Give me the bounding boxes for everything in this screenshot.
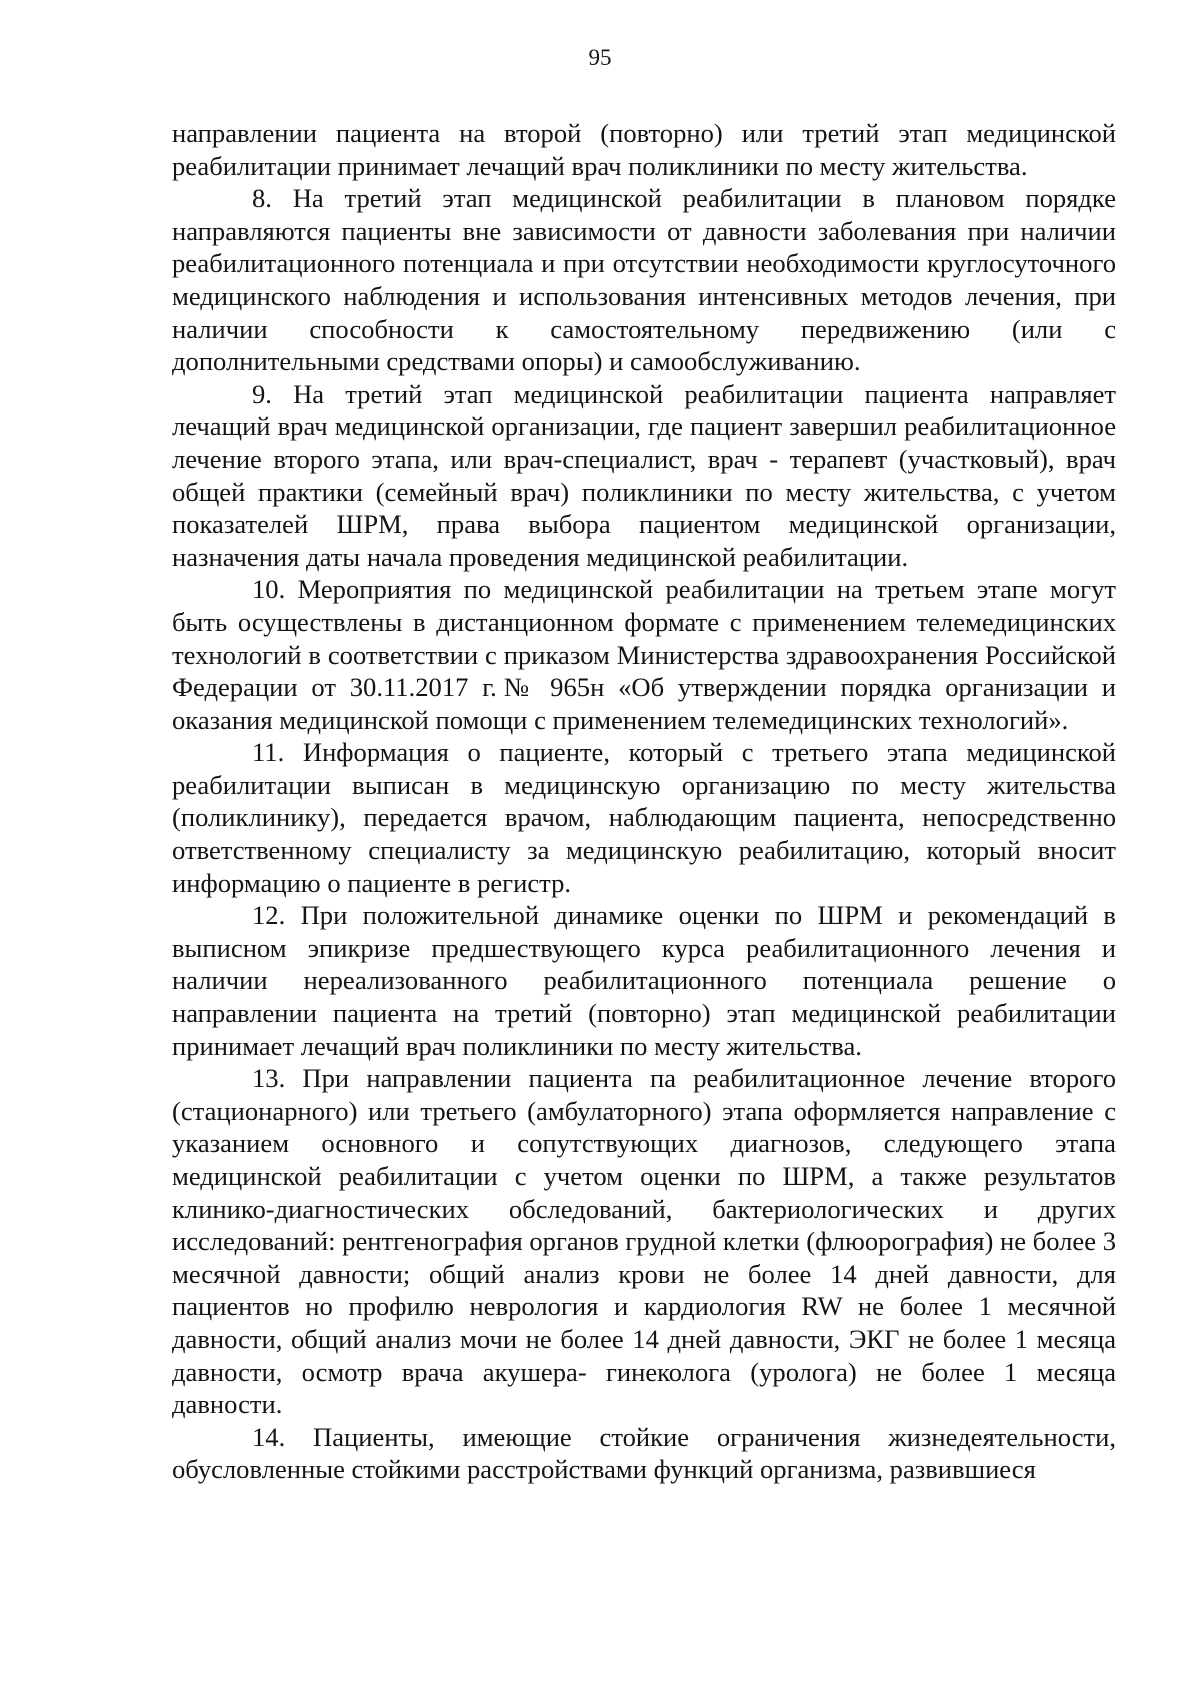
paragraph-item-14: 14. Пациенты, имеющие стойкие ограничения жизнедеятельности, обусловленные стойкими расстройствами функций организма, развившиеся	[172, 1421, 1116, 1485]
document-body	[172, 117, 1116, 1486]
paragraph-item-12: 12. При положительной динамике оценки по ШРМ и рекомендаций в выписном эпикризе предшествующего курса реабилитационного лечения и наличии нереализованного реабилитационного потенциала решение о направлении пациента на третий (повторно) этап медицинской реабилитации принимает лечащий врач поликлиники по месту жительства.	[172, 900, 1116, 1061]
page-number: 95	[588, 45, 612, 70]
paragraph-item-11: 11. Информация о пациенте, который с третьего этапа медицинской реабилитации выписан в медицинскую организацию по месту жительства (поликлинику), передается врачом, наблюдающим пациента, непосредственно ответственному специалисту за медицинскую реабилитацию, который вносит информацию о пациенте в регистр.	[172, 737, 1116, 898]
paragraph-item-13: 13. При направлении пациента па реабилитационное лечение второго (стационарного) или третьего (амбулаторного) этапа оформляется направление с указанием основного и сопутствующих диагнозов, следующего этапа медицинской реабилитации с учетом оценки по ШРМ, а также результатов клинико-диагностических обследований, бактериологических и других исследований: рентгенография органов грудной клетки (флюорография) не более 3 месячной давности; общий анализ крови не более 14 дней давности, для пациентов но профилю неврология и кардиология RW не более 1 месячной давности, общий анализ мочи не более 14 дней давности, ЭКГ не более 1 месяца давности, осмотр врача акушера- гинеколога (уролога) не более 1 месяца давности.	[172, 1063, 1116, 1420]
paragraph-item-8: 8. На третий этап медицинской реабилитации в плановом порядке направляются пациенты вне зависимости от давности заболевания при наличии реабилитационного потенциала и при отсутствии необходимости круглосуточного медицинского наблюдения и использования интенсивных методов лечения, при наличии способности к самостоятельному передвижению (или с дополнительными средствами опоры) и самообслуживанию.	[172, 183, 1116, 377]
paragraph-item-9: 9. На третий этап медицинской реабилитации пациента направляет лечащий врач медицинской организации, где пациент завершил реабилитационное лечение второго этапа, или врач-специалист, врач - терапевт (участковый), врач общей практики (семейный врач) поликлиники по месту жительства, с учетом показателей ШРМ, права выбора пациентом медицинской организации, назначения даты начала проведения медицинской реабилитации.	[172, 378, 1116, 572]
paragraph-item-10: 10. Мероприятия по медицинской реабилитации на третьем этапе могут быть осуществлены в дистанционном формате с применением телемедицинских технологий в соответствии с приказом Министерства здравоохранения Российской Федерации от 30.11.2017 г.№ 965н «Об утверждении порядка организации и оказания медицинской помощи с применением телемедицинских технологий».	[172, 574, 1116, 735]
paragraph-continuation: направлении пациента на второй (повторно) или третий этап медицинской реабилитации принимает лечащий врач поликлиники по месту жительства.	[172, 118, 1116, 181]
